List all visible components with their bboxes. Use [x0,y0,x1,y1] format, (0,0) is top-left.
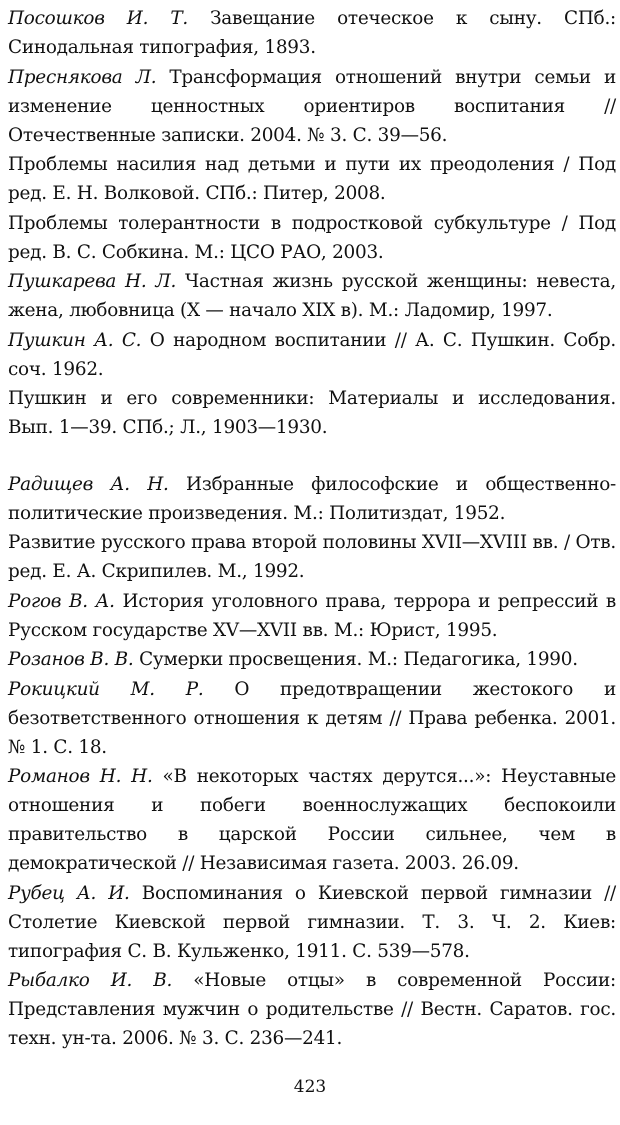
bibliography-entry [8,645,616,674]
entry-text: О народном воспитании // А. С. Пушкин. Собр. соч. 1962. [8,329,617,380]
entry-text: Пушкин и его современники: Материалы и исследования. Вып. 1—39. СПб.; Л., 1903—1930. [8,388,616,438]
group-separator [8,443,616,470]
entry-text: Сумерки просвещения. М.: Педагогика, 1990. [133,649,578,670]
entry-author: Рыбалко И. В. [8,970,173,991]
bibliography-entry [8,587,616,645]
entry-text: История уголовного права, террора и репрессий в Русском государстве XV—XVII вв. М.: Юрист, 1995. [8,590,617,641]
entry-author: Рокицкий М. Р. [8,678,204,700]
entry-author: Романов Н. Н. [8,766,153,787]
entry-text: Избранные философские и общественно-политические произведения. М.: Политиздат, 1952. [8,473,616,524]
entry-author: Рогов В. А. [8,590,115,612]
entry-text: «В некоторых частях дерутся...»: Неуставные отношения и побеги военнослужащих беспокоили правительство в царской России сильнее, чем в демократической // Независимая газета. 2003. 26.09. [8,766,616,874]
entry-author: Пушкарева Н. Л. [8,271,177,292]
bibliography-entry [8,762,616,878]
bibliography-group-1 [8,4,616,442]
entry-author: Рубец А. И. [8,882,130,904]
bibliography-entry [8,675,616,762]
bibliography-entry [8,966,616,1053]
entry-text: О предотвращении жестокого и безответственного отношения к детям // Права ребенка. 2001. № 1. С. 18. [8,678,616,758]
entry-author: Розанов В. В. [8,649,134,670]
bibliography-entry [8,4,616,62]
bibliography-entry [8,267,616,325]
bibliography-entry [8,326,616,384]
entry-text: Трансформация отношений внутри семьи и изменение ценностных ориентиров воспитания // Отечественные записки. 2004. № 3. С. 39—56. [8,66,616,146]
bibliography-entry [8,63,616,150]
entry-text: Проблемы толерантности в подростковой субкультуре / Под ред. В. С. Собкина. М.: ЦСО РАО, 2003. [8,212,616,263]
bibliography-entry [8,470,616,528]
entry-text: Частная жизнь русской женщины: невеста, жена, любовница (X — начало XIX в). М.: Ладомир, 1997. [8,271,616,321]
bibliography-entry [8,879,616,966]
bibliography-list [8,4,616,1053]
entry-text: «Новые отцы» в современной России: Представления мужчин о родительстве // Вестн. Саратов. гос. техн. ун-та. 2006. № 3. С. 236—241. [8,970,616,1049]
entry-author: Пушкин А. С. [8,329,142,351]
bibliography-entry [8,150,616,208]
entry-text: Развитие русского права второй половины XVII—XVIII вв. / Отв. ред. Е. А. Скрипилев. М., 1992. [8,532,616,582]
entry-author: Радищев А. Н. [8,473,169,495]
bibliography-entry [8,384,616,442]
entry-author: Посошков И. Т. [8,8,188,29]
bibliography-entry [8,209,616,267]
bibliography-group-2 [8,470,616,1054]
page-number: 423 [293,1077,327,1097]
entry-text: Проблемы насилия над детьми и пути их преодоления / Под ред. Е. Н. Волковой. СПб.: Питер, 2008. [8,154,616,204]
entry-text: Воспоминания о Киевской первой гимназии // Столетие Киевской первой гимназии. Т. 3. Ч. 2. Киев: типография С. В. Кульженко, 1911. С. 539—578. [8,882,616,962]
entry-author: Преснякова Л. [8,66,157,88]
bibliography-entry [8,528,616,586]
entry-text: Завещание отеческое к сыну. СПб.: Синодальная типография, 1893. [8,8,616,58]
